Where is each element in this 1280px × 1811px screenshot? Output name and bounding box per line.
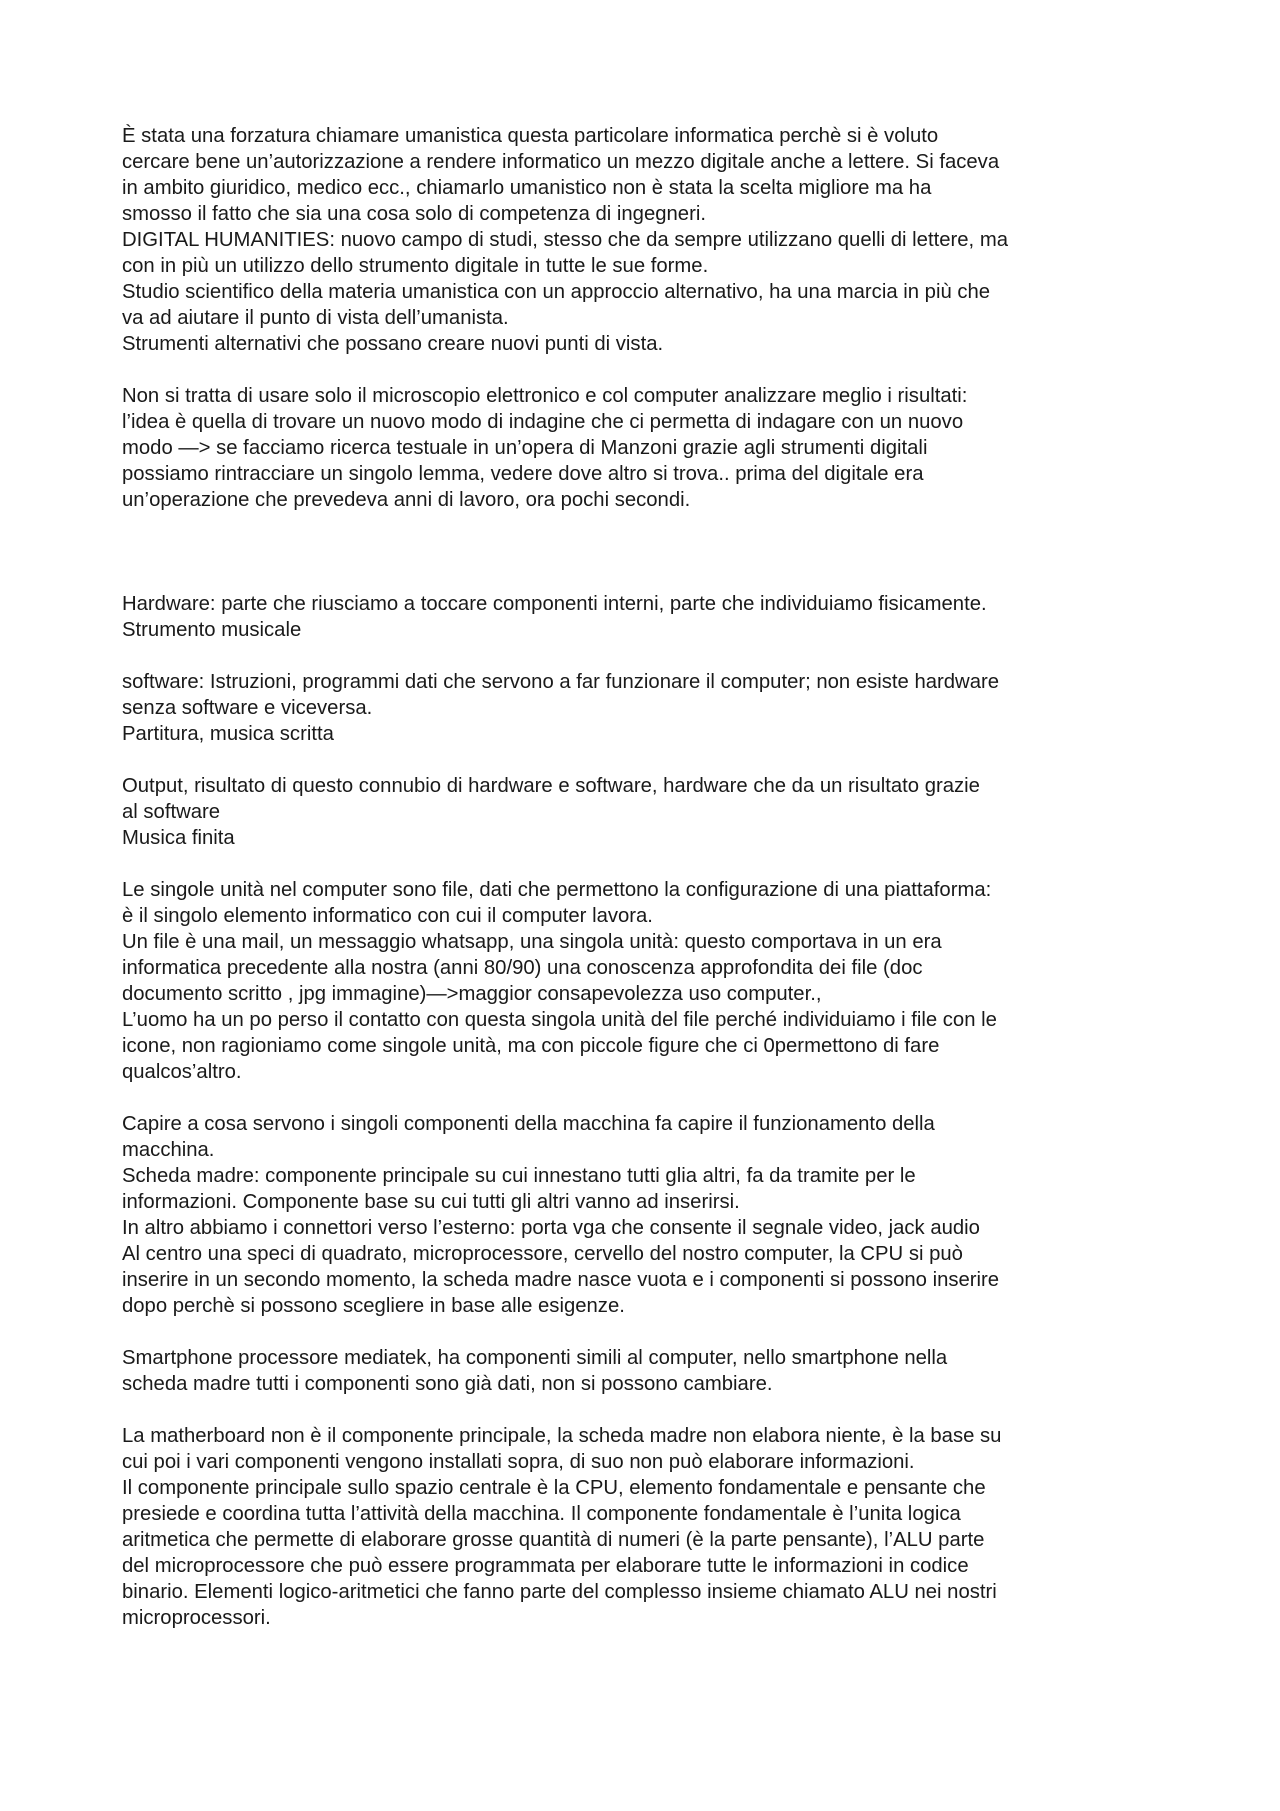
text-line: cui poi i vari componenti vengono installati sopra, di suo non può elaborare informazioni. xyxy=(122,1451,915,1473)
text-line: del microprocessore che può essere programmata per elaborare tutte le informazioni in codice xyxy=(122,1555,969,1577)
paragraph-gap xyxy=(122,1319,1172,1345)
paragraph-gap xyxy=(122,747,1172,773)
text-line: Un file è una mail, un messaggio whatsapp, una singola unità: questo comportava in un era xyxy=(122,931,942,953)
text-line: Non si tratta di usare solo il microscopio elettronico e col computer analizzare meglio i risultati: xyxy=(122,385,968,407)
text-line: Scheda madre: componente principale su cui innestano tutti glia altri, fa da tramite per le xyxy=(122,1165,916,1187)
text-line: Hardware: parte che riusciamo a toccare componenti interni, parte che individuiamo fisicamente. xyxy=(122,593,987,615)
text-line: Le singole unità nel computer sono file, dati che permettono la configurazione di una piattaforma: xyxy=(122,879,992,901)
paragraph-gap xyxy=(122,1397,1172,1423)
text-line: va ad aiutare il punto di vista dell’umanista. xyxy=(122,307,509,329)
text-line: icone, non ragioniamo come singole unità, ma con piccole figure che ci 0permettono di fare xyxy=(122,1035,940,1057)
text-line: Strumento musicale xyxy=(122,619,302,641)
text-line: con in più un utilizzo dello strumento digitale in tutte le sue forme. xyxy=(122,255,709,277)
document-page xyxy=(122,123,1172,1631)
text-line: senza software e viceversa. xyxy=(122,697,373,719)
text-line: informatica precedente alla nostra (anni 80/90) una conoscenza approfondita dei file (doc xyxy=(122,957,923,979)
text-line: presiede e coordina tutta l’attività della macchina. Il componente fondamentale è l’unita logica xyxy=(122,1503,961,1525)
text-line: binario. Elementi logico-aritmetici che fanno parte del complesso insieme chiamato ALU nei nostri xyxy=(122,1581,997,1603)
text-line: DIGITAL HUMANITIES: nuovo campo di studi, stesso che da sempre utilizzano quelli di lettere, ma xyxy=(122,229,1008,251)
text-line: software: Istruzioni, programmi dati che servono a far funzionare il computer; non esiste hardware xyxy=(122,671,1000,693)
section-gap xyxy=(122,513,1172,591)
text-line: Smartphone processore mediatek, ha componenti simili al computer, nello smartphone nella xyxy=(122,1347,948,1369)
text-line: possiamo rintracciare un singolo lemma, vedere dove altro si trova.. prima del digitale era xyxy=(122,463,924,485)
text-line: Musica finita xyxy=(122,827,235,849)
text-line: Capire a cosa servono i singoli componenti della macchina fa capire il funzionamento della xyxy=(122,1113,935,1135)
paragraph-gap xyxy=(122,1085,1172,1111)
text-line: modo —> se facciamo ricerca testuale in un’opera di Manzoni grazie agli strumenti digitali xyxy=(122,437,928,459)
text-line: microprocessori. xyxy=(122,1607,271,1629)
text-line: In altro abbiamo i connettori verso l’esterno: porta vga che consente il segnale video, jack audio xyxy=(122,1217,980,1239)
text-line: al software xyxy=(122,801,221,823)
text-line: Al centro una speci di quadrato, microprocessore, cervello del nostro computer, la CPU si può xyxy=(122,1243,963,1265)
text-line: aritmetica che permette di elaborare grosse quantità di numeri (è la parte pensante), l’ALU parte xyxy=(122,1529,985,1551)
text-line: Strumenti alternativi che possano creare nuovi punti di vista. xyxy=(122,333,664,355)
text-line: cercare bene un’autorizzazione a rendere informatico un mezzo digitale anche a lettere. Si faceva xyxy=(122,151,1000,173)
paragraph-gap xyxy=(122,357,1172,383)
text-line: dopo perchè si possono scegliere in base alle esigenze. xyxy=(122,1295,625,1317)
text-line: informazioni. Componente base su cui tutti gli altri vanno ad inserirsi. xyxy=(122,1191,740,1213)
text-line: in ambito giuridico, medico ecc., chiamarlo umanistico non è stata la scelta migliore ma ha xyxy=(122,177,932,199)
text-line: documento scritto , jpg immagine)—>maggior consapevolezza uso computer., xyxy=(122,983,822,1005)
text-line: La matherboard non è il componente principale, la scheda madre non elabora niente, è la base su xyxy=(122,1425,1002,1447)
text-line: È stata una forzatura chiamare umanistica questa particolare informatica perchè si è voluto xyxy=(122,125,939,147)
text-line: Il componente principale sullo spazio centrale è la CPU, elemento fondamentale e pensante che xyxy=(122,1477,986,1499)
text-line: L’uomo ha un po perso il contatto con questa singola unità del file perché individuiamo i file con le xyxy=(122,1009,997,1031)
text-line: un’operazione che prevedeva anni di lavoro, ora pochi secondi. xyxy=(122,489,691,511)
text-line: scheda madre tutti i componenti sono già dati, non si possono cambiare. xyxy=(122,1373,773,1395)
text-line: smosso il fatto che sia una cosa solo di competenza di ingegneri. xyxy=(122,203,706,225)
text-line: è il singolo elemento informatico con cui il computer lavora. xyxy=(122,905,653,927)
text-line: inserire in un secondo momento, la scheda madre nasce vuota e i componenti si possono inserire xyxy=(122,1269,1000,1291)
text-line: Partitura, musica scritta xyxy=(122,723,334,745)
paragraph-gap xyxy=(122,643,1172,669)
paragraph-gap xyxy=(122,851,1172,877)
text-line: Studio scientifico della materia umanistica con un approccio alternativo, ha una marcia in più che xyxy=(122,281,991,303)
text-line: l’idea è quella di trovare un nuovo modo di indagine che ci permetta di indagare con un nuovo xyxy=(122,411,964,433)
text-line: macchina. xyxy=(122,1139,215,1161)
text-line: Output, risultato di questo connubio di hardware e software, hardware che da un risultato grazie xyxy=(122,775,980,797)
text-line: qualcos’altro. xyxy=(122,1061,242,1083)
